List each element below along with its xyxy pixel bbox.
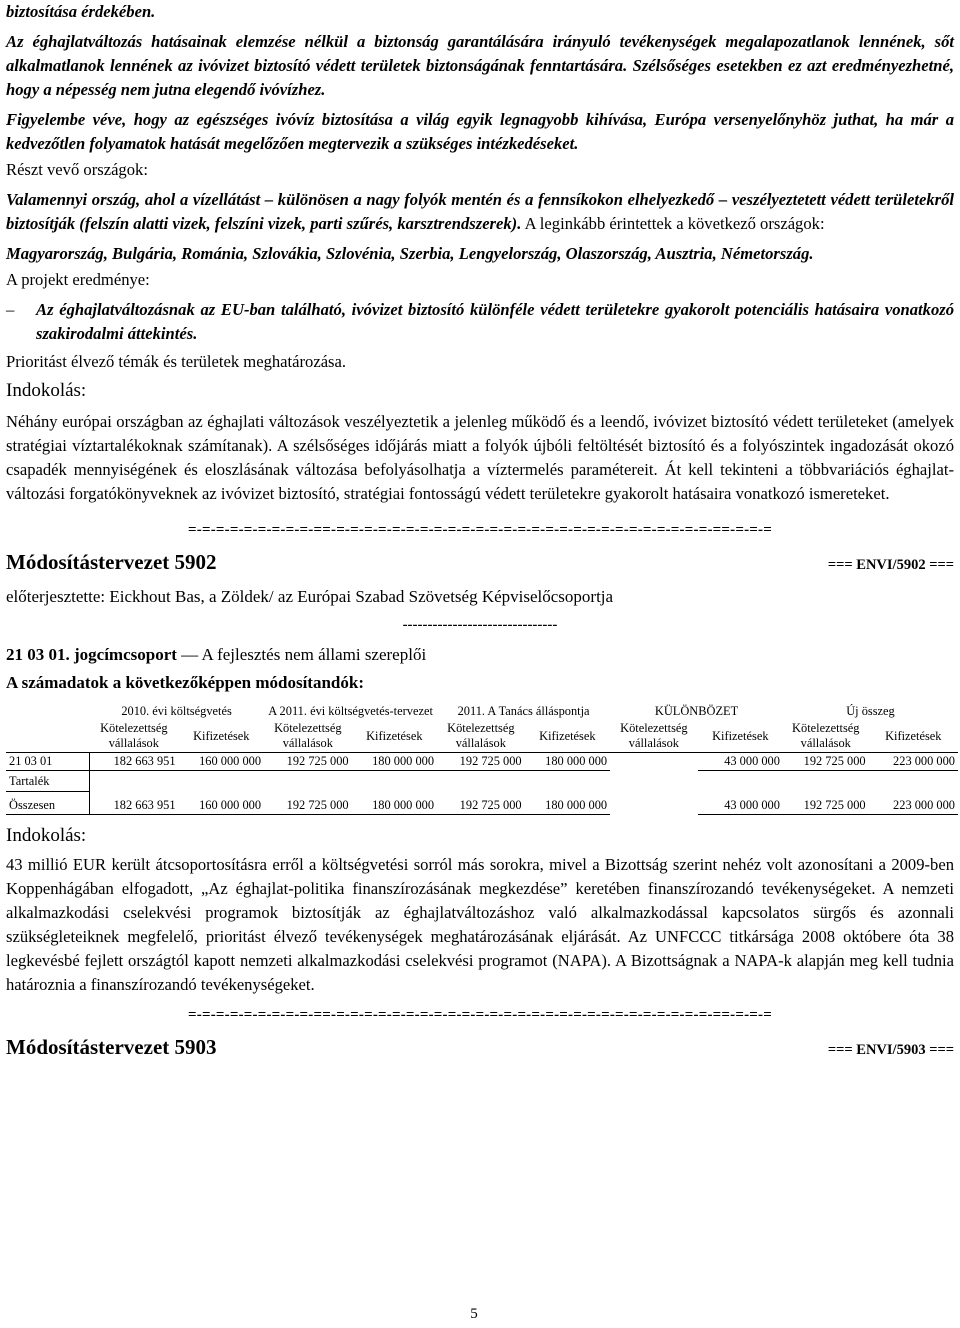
intro-paragraph-1a: Az éghajlatváltozás hatásainak elemzése nélkül a biztonság garantálására irányuló tevékenységek megalapozatlanok lennének, sőt alkalmatlanok lennének az ivóvizet biztosító védett területek biztonságának fenntartására. bbox=[6, 32, 954, 75]
cell: 180 000 000 bbox=[352, 792, 437, 815]
sub-pay: Kifizetések bbox=[179, 720, 264, 753]
amendment-1-title: Módosítástervezet 5902 bbox=[6, 550, 217, 574]
cell: 182 663 951 bbox=[89, 792, 179, 815]
cell: 180 000 000 bbox=[352, 753, 437, 771]
cell: 160 000 000 bbox=[179, 753, 264, 771]
cell bbox=[869, 771, 958, 792]
result-list-item bbox=[6, 298, 954, 346]
priority-text: Prioritást élvező témák és területek meghatározása. bbox=[6, 352, 347, 371]
countries-label: Részt vevő országok: bbox=[6, 160, 148, 179]
cell: 180 000 000 bbox=[525, 753, 610, 771]
amendment-1-dashes: ------------------------------- bbox=[402, 617, 558, 633]
amendment-2-title: Módosítástervezet 5903 bbox=[6, 1035, 217, 1059]
amendment-2-header bbox=[6, 1035, 954, 1060]
cell bbox=[610, 792, 698, 815]
cell bbox=[525, 771, 610, 792]
table-group-header-row bbox=[6, 703, 958, 720]
intro-paragraph-1 bbox=[6, 30, 954, 102]
countries-text: Valamennyi ország, ahol a vízellátást – különösen a nagy folyók mentén és a fennsíkokon elhelyezkedő – veszélyeztetett védett területekről biztosítják (felszín alatti vizek, felszíni vizek, parti szűrés, karsztrendszerek). bbox=[6, 190, 954, 233]
intro-line: biztosítása érdekében. bbox=[6, 2, 156, 21]
sub-pay: Kifizetések bbox=[698, 720, 783, 753]
row-label: Összesen bbox=[6, 792, 89, 815]
row-label: 21 03 01 bbox=[6, 753, 89, 771]
cell bbox=[783, 771, 869, 792]
cell bbox=[698, 771, 783, 792]
result-label: A projekt eredménye: bbox=[6, 270, 150, 289]
budget-table bbox=[6, 703, 958, 815]
intro-paragraph-2: Figyelembe véve, hogy az egészséges ivóvíz biztosítása a világ egyik legnagyobb kihívása, Európa versenyelőnyhöz juthat, ha már a kedvezőtlen folyamatok hatását megelőzően megtervezik a szükséges intézkedéseket. bbox=[6, 110, 954, 153]
cell bbox=[437, 771, 525, 792]
cell bbox=[610, 771, 698, 792]
countries-paragraph bbox=[6, 188, 954, 236]
cell: 192 725 000 bbox=[437, 753, 525, 771]
separator-2: =-=-=-=-=-=-=-=-=-==-=-=-=-=-=-=-=-=-=-=-=-=-=-=-=-=-=-=-=-=-=-=-=-=-=-=-=-==-=-=-= bbox=[188, 1007, 772, 1023]
result-dash: – bbox=[6, 300, 15, 319]
cell bbox=[352, 771, 437, 792]
intro-paragraph-1b: Szélsőséges esetekben ez azt eredményezhetné, hogy a népesség nem jutna elegendő ivóvízhez. bbox=[6, 56, 955, 99]
group-difference: KÜLÖNBÖZET bbox=[654, 704, 739, 718]
table-row bbox=[6, 792, 958, 815]
budget-line-code: 21 03 01. jogcímcsoport bbox=[6, 645, 177, 664]
amendment-1-code: === ENVI/5902 === bbox=[827, 557, 954, 573]
result-item-text: Az éghajlatváltozásnak az EU-ban található, ivóvizet biztosító különféle védett területekre gyakorolt potenciális hatásaira vonatkozó szakirodalmi áttekintés. bbox=[36, 300, 954, 343]
sub-commit: Kötelezettség vállalások bbox=[89, 720, 179, 753]
cell: 180 000 000 bbox=[525, 792, 610, 815]
sub-commit: Kötelezettség vállalások bbox=[610, 720, 698, 753]
justification-1-text: Néhány európai országban az éghajlati változások veszélyeztetik a jelenleg működő és a leendő, ivóvizet biztosító védett területeket (amelyek stratégiai víztartalékoknak számítanak). A szélsőséges időjárás miatt a folyók újbóli feltöltését biztosító és a folyószintek ingadozását okozó csapadék mennyiségének és eloszlásának változása befolyásolhatja a víztermelés paramétereit. Át kell tekinteni a többvariációs éghajlat-változási forgatókönyveknek az ivóvizet biztosító, stratégiai fontosságú védett területekre gyakorolt hatásaira vonatkozó ismereteket. bbox=[6, 412, 954, 503]
cell: 223 000 000 bbox=[869, 753, 958, 771]
modify-label: A számadatok a következőképpen módosítandók: bbox=[6, 673, 364, 692]
cell: 43 000 000 bbox=[698, 792, 783, 815]
sub-pay: Kifizetések bbox=[352, 720, 437, 753]
group-new-amount: Új összeg bbox=[846, 704, 895, 718]
table-sub-header-row bbox=[6, 720, 958, 753]
amendment-1-header bbox=[6, 550, 954, 575]
sub-commit: Kötelezettség vállalások bbox=[783, 720, 869, 753]
table-row bbox=[6, 753, 958, 771]
amendment-2-code: === ENVI/5903 === bbox=[827, 1042, 954, 1058]
group-2011-draft: A 2011. évi költségvetés-tervezet bbox=[268, 704, 433, 718]
budget-line bbox=[6, 643, 954, 667]
cell: 43 000 000 bbox=[698, 753, 783, 771]
page-number: 5 bbox=[470, 1306, 478, 1322]
cell: 223 000 000 bbox=[869, 792, 958, 815]
sub-pay: Kifizetések bbox=[869, 720, 958, 753]
cell: 192 725 000 bbox=[783, 753, 869, 771]
cell bbox=[264, 771, 352, 792]
cell: 182 663 951 bbox=[89, 753, 179, 771]
cell: 160 000 000 bbox=[179, 792, 264, 815]
cell: 192 725 000 bbox=[264, 753, 352, 771]
justification-2-heading: Indokolás: bbox=[6, 825, 87, 846]
countries-list: Magyarország, Bulgária, Románia, Szlovákia, Szlovénia, Szerbia, Lengyelország, Olaszország, Ausztria, Németország. bbox=[6, 244, 814, 263]
cell: 192 725 000 bbox=[264, 792, 352, 815]
cell bbox=[89, 771, 179, 792]
group-council-position: 2011. A Tanács álláspontja bbox=[457, 704, 590, 718]
cell bbox=[179, 771, 264, 792]
budget-line-sep: — bbox=[176, 645, 202, 664]
amendment-1-submitted: előterjesztette: Eickhout Bas, a Zöldek/ az Európai Szabad Szövetség Képviselőcsoportja bbox=[6, 587, 614, 606]
sub-commit: Kötelezettség vállalások bbox=[437, 720, 525, 753]
cell bbox=[610, 753, 698, 771]
cell: 192 725 000 bbox=[437, 792, 525, 815]
row-label: Tartalék bbox=[6, 771, 89, 792]
document-page bbox=[6, 0, 954, 1060]
justification-2-text: 43 millió EUR került átcsoportosításra erről a költségvetési sorról más sorokra, mivel a Bizottság szerint nehéz volt azonosítani a 2009-ben Koppenhágában elfogadott, „Az éghajlat-politika finanszírozásának megkezdése” keretében finanszírozandó tevékenységeket. A nemzeti alkalmazkodási cselekvési programok biztosítják az éghajlatváltozáshoz való alkalmazkodással kapcsolatos sürgős és azonnali szükségleteiknek megfelelő, prioritást élvező tevékenységek meghatározásának eljárását. Az UNFCCC titkársága 2008 októbere óta 38 legkevésbé fejlett országtól kapott nemzeti alkalmazkodási cselekvési programot (NAPA). A Bizottságnak a NAPA-k alapján meg kell tudnia határoznia a finanszírozandó tevékenységeket. bbox=[6, 855, 954, 994]
group-2010-budget: 2010. évi költségvetés bbox=[121, 704, 232, 718]
sub-pay: Kifizetések bbox=[525, 720, 610, 753]
justification-1-heading: Indokolás: bbox=[6, 380, 87, 401]
cell: 192 725 000 bbox=[783, 792, 869, 815]
budget-line-title: A fejlesztés nem állami szereplői bbox=[201, 645, 427, 664]
sub-commit: Kötelezettség vállalások bbox=[264, 720, 352, 753]
separator-1: =-=-=-=-=-=-=-=-=-==-=-=-=-=-=-=-=-=-=-=-=-=-=-=-=-=-=-=-=-=-=-=-=-=-=-=-=-==-=-=-= bbox=[188, 522, 772, 538]
table-row bbox=[6, 771, 958, 792]
countries-label-2: A leginkább érintettek a következő országok: bbox=[521, 214, 825, 233]
